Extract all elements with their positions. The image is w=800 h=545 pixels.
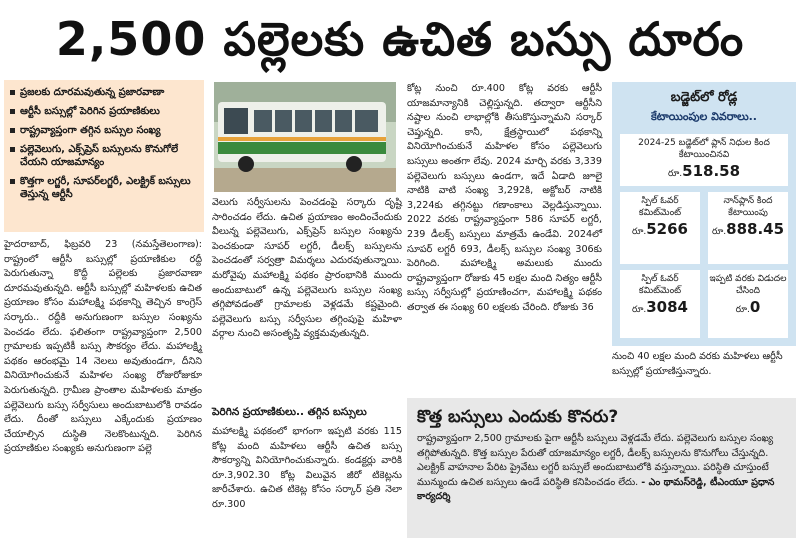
sidebar-box (407, 398, 796, 538)
released-amount: 0 (749, 298, 761, 316)
highlight-item: కొత్తగా లగ్జరీ, సూపర్‌లగ్జరీ, ఎలక్ట్రిక్ బస్సులు తెస్తున్న ఆర్టీసీ (10, 175, 198, 201)
article-column-2: వెలుగు సర్వీసులను పెంచడంపై సర్కారు దృష్టి సారించడం లేదు. ఉచిత ప్రయాణం అందించేందుకు వీలున్న పల్లెవెలుగు, ఎక్స్‌ప్రెస్ బస్సుల సంఖ్యను పెంచకుండా సూపర్ లగ్జరీ, డీలక్స్ బస్సులను పెంచడంతో సర్వత్రా విమర్శలు ఎదురవుతున్నాయి. మరోవైపు మహాలక్ష్మి పథకం ప్రారంభానికి ముందు అందుబాటులో ఉన్న పల్లెవెలుగు బస్సుల సంఖ్య తగ్గిపోవడంతో గ్రామాలకు వెళ్లడమే కష్టమైంది. పల్లెవెలుగు బస్సు సర్వీసుల తగ్గింపుపై మహిళా వర్గాల నుంచి అసంతృప్తి వ్యక్తమవుతున్నది. (212, 197, 402, 340)
highlight-item: ప్రజలకు దూరమవుతున్న ప్రజారవాణా (10, 86, 198, 99)
article-column-2-continued: మహాలక్ష్మి పథకంలో భాగంగా ఇప్పటి వరకు 115 కోట్ల మంది మహిళలు ఆర్టీసీ ఉచిత బస్సు సౌకర్యాన్ని వినియోగించుకున్నారు. కండక్టర్లు వారికి రూ.3,902.30 కోట్ల విలువైన జీరో టికెట్లను జారీచేశారు. ఉచిత టికెట్ల కోసం సర్కార్ ప్రతి నెలా రూ.300 (212, 426, 402, 510)
article-column-1: హైదరాబాద్, ఫిబ్రవరి 23 (నమస్తేతెలంగాణ): రాష్ట్రంలో ఆర్టీసీ బస్సుల్లో ప్రయాణికుల రద్దీ పెరుగుతున్నా కొద్దీ పల్లెలకు ప్రజారవాణా దూరమవుతున్నది. ఆర్టీసీ బస్సుల్లో మహిళలకు ఉచిత ప్రయాణం కోసం మహాలక్ష్మి పథకాన్ని తెచ్చిన కాంగ్రెస్ సర్కారు.. రద్దీకి అనుగుణంగా బస్సుల సంఖ్యను పెంచడం లేదు. ఫలితంగా రాష్ట్రవ్యాప్తంగా 2,500 గ్రామాలకు ఇప్పటికీ బస్సు సౌకర్యం లేదు. మహాలక్ష్మి పథకం ఆరంభమై 14 నెలలు అవుతుండగా, దీనిని వినియోగించుకునే మహిళల సంఖ్య రోజురోజుకూ పెరుగుతున్నది. గ్రామీణ ప్రాంతాల మహిళలకు మాత్రం పల్లెవెలుగు బస్సు సర్వీసులు అందుబాటులోకి రావడం లేదు. దీంతో బస్సులు ఎక్కేందుకు ప్రయాణం చేయాల్సిన దుస్థితి నెలకొంటున్నది. పెరిగిన ప్రయాణికుల సంఖ్యకు అనుగుణంగా పల్లె (4, 239, 202, 455)
plan-amount: 518.58 (682, 162, 741, 180)
highlight-item: పల్లెవెలుగు, ఎక్స్‌ప్రెస్ బస్సులను కొనుగోలే చేయని యాజమాన్యం (10, 143, 198, 169)
spillover2-cell: స్పిల్ ఓవర్ కమిట్‌మెంట్ రూ.3084 (620, 270, 700, 338)
budget-subtitle: కేటాయింపుల వివరాలు.. (650, 110, 757, 123)
bullet-icon (10, 90, 15, 95)
subheading: పెరిగిన ప్రయాణికులు.. తగ్గిన బస్సులు (212, 406, 367, 418)
budget-box (612, 82, 796, 346)
nonplan-cell: నాన్‌ప్లాన్ కింద కేటాయింపు రూ.888.45 (708, 192, 788, 264)
article-column-3: కోట్ల నుంచి రూ.400 కోట్ల వరకు ఆర్టీసీ యాజమాన్యానికి చెల్లిస్తున్నది. తద్వారా ఆర్టీసీని నష్టాల నుంచి లాభాల్లోకి తీసుకొస్తున్నామని సర్కార్ చెప్తున్నది. కానీ, క్షేత్రస్థాయిలో పథకాన్ని వినియోగించుకునే మహిళల కోసం పల్లెవెలుగు బస్సులు అంతగా లేవు. 2024 మార్చి వరకు 3,339 పల్లెవెలుగు బస్సులు ఉండగా, ఇదే ఏడాది జూలై నాటికి వాటి సంఖ్య 3,292కి, అక్టోబర్ నాటికి 3,224కు తగ్గినట్టు గణాంకాలు వెల్లడిస్తున్నాయి. 2022 వరకు రాష్ట్రవ్యాప్తంగా 586 సూపర్ లగ్జరీ, 239 డీలక్స్ బస్సులు మాత్రమే ఉండేవి. 2024లో సూపర్ లగ్జరీ 693, డీలక్స్ బస్సుల సంఖ్య 306కు పెరిగింది. మహాలక్ష్మి అమలుకు ముందు రాష్ట్రవ్యాప్తంగా రోజుకు 45 లక్షల మంది నిత్యం ఆర్టీసీ బస్సు సర్వీసుల్లో ప్రయాణించగా, మహాలక్ష్మి పథకం తర్వాత ఈ సంఖ్య 60 లక్షలకు చేరింది. రోజుకు 36 (407, 83, 602, 313)
sidebar-title: కొత్త బస్సులు ఎందుకు కొనరు? (417, 407, 619, 427)
released-cell: ఇప్పటి వరకు విడుదల చేసింది రూ.0 (708, 270, 788, 338)
budget-title: బడ్జెట్‌లో రోడ్ల (670, 90, 738, 105)
nonplan-amount: 888.45 (726, 220, 785, 238)
under-budget-text: నుంచి 40 లక్షల మంది వరకు మహిళలు ఆర్టీసీ బస్సుల్లో ప్రయాణిస్తున్నారు. (612, 351, 783, 377)
spillover-amount: 5266 (646, 220, 688, 238)
headline: 2,500 పల్లెలకు ఉచిత బస్సు దూరం (55, 12, 745, 66)
spillover2-amount: 3084 (646, 298, 688, 316)
bullet-icon (10, 179, 15, 184)
spillover-cell: స్పిల్ ఓవర్ కమిట్‌మెంట్ రూ.5266 (620, 192, 700, 264)
highlights-box (4, 80, 204, 232)
bullet-icon (10, 147, 15, 152)
bullet-icon (10, 109, 15, 114)
plan-allocation-cell: 2024-25 బడ్జెట్‌లో ప్లాన్ నిధుల కింద కేటాయించినవి రూ.518.58 (620, 134, 788, 186)
highlight-item: ఆర్టీసీ బస్సుల్లో పెరిగిన ప్రయాణికులు (10, 105, 198, 118)
bullet-icon (10, 128, 15, 133)
sidebar-signature: - ఎం థామస్‌రెడ్డి, టీఎంయూ ప్రధాన కార్యదర్శి (417, 476, 775, 503)
highlight-item: రాష్ట్రవ్యాప్తంగా తగ్గిన బస్సుల సంఖ్య (10, 124, 198, 137)
sidebar-body: రాష్ట్రవ్యాప్తంగా 2,500 గ్రామాలకు పైగా ఆర్టీసీ బస్సులు వెళ్లడమే లేదు. పల్లెవెలుగు బస్సుల సంఖ్య తగ్గిపోతున్నది. కొత్త బస్సుల పేరుతో యాజమాన్యం లగ్జరీ, డీలక్స్ బస్సులను కొనుగోలు చేస్తున్నది. ఎలక్ట్రిక్ వాహనాల పేరిట ప్రైవేటు లగ్జరీ బస్సులే అందుబాటులోకి వస్తున్నాయి. పరిస్థితి చూస్తుంటే మున్ముందు ఉచిత బస్సులు ఉండే పరిస్థితి కనిపించడం లేదు. - ఎం థామస్‌రెడ్డి, టీఎంయూ ప్రధాన కార్యదర్శి (417, 433, 775, 503)
bus-photo (214, 82, 396, 192)
